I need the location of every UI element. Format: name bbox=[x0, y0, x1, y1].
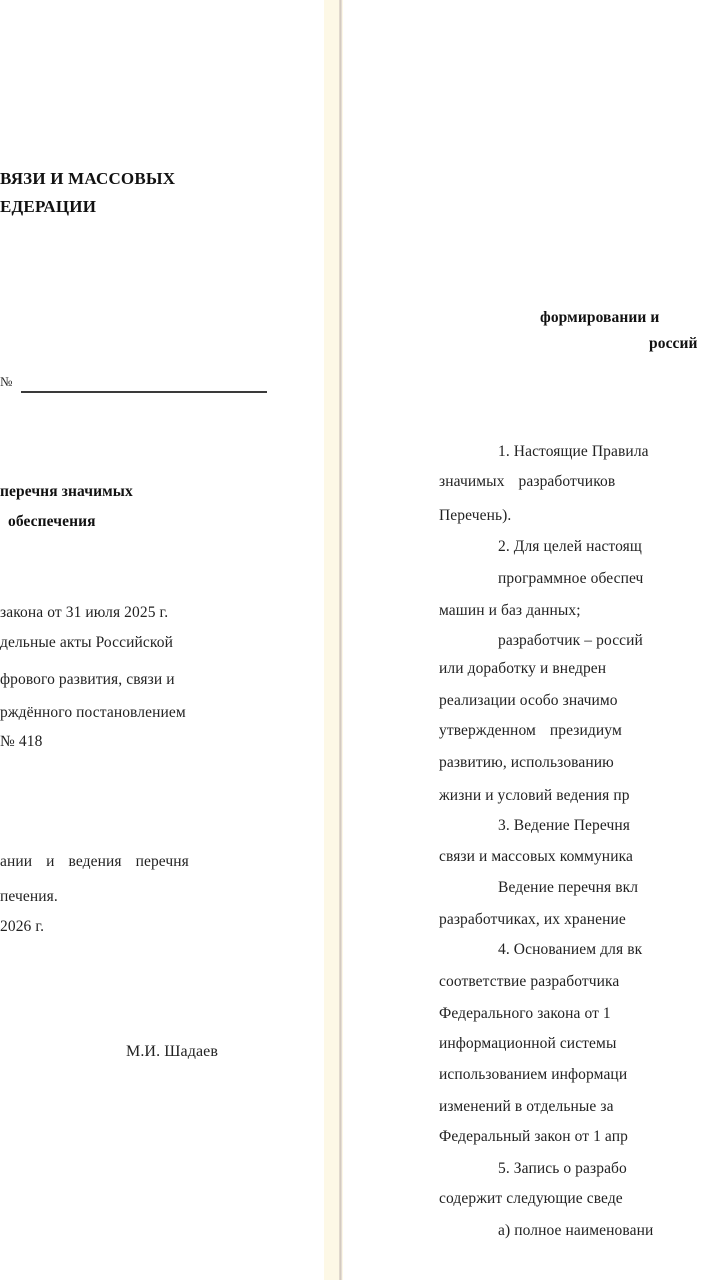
body-line-12: жизни и условий ведения пр bbox=[439, 787, 630, 804]
body-line-6: машин и баз данных; bbox=[439, 602, 581, 619]
body-line-22: изменений в отдельные за bbox=[439, 1098, 614, 1115]
preamble-line-2: дельные акты Российской bbox=[0, 634, 173, 651]
body-line-15: Ведение перечня вкл bbox=[498, 879, 639, 896]
page-edge-divider bbox=[339, 0, 342, 1280]
body-line-26: а) полное наименовани bbox=[498, 1222, 654, 1239]
body-line-21: использованием информаци bbox=[439, 1066, 628, 1083]
preamble-line-4: рждённого постановлением bbox=[0, 704, 186, 721]
body-line-17: 4. Основанием для вк bbox=[498, 941, 643, 958]
body-line-16: разработчиках, их хранение bbox=[439, 911, 626, 928]
rules-title-line-1: формировании и bbox=[540, 309, 660, 326]
body-line-5: программное обеспеч bbox=[498, 570, 644, 587]
body-line-8: или доработку и внедрен bbox=[439, 660, 607, 677]
ministry-header-line-2: ЕДЕРАЦИИ bbox=[0, 197, 97, 216]
order-item-line-3: 2026 г. bbox=[0, 918, 45, 935]
body-line-23: Федеральный закон от 1 апр bbox=[439, 1128, 628, 1145]
body-line-24: 5. Запись о разрабо bbox=[498, 1160, 627, 1177]
document-page-left bbox=[0, 0, 324, 1280]
ministry-header-line-1: ВЯЗИ И МАССОВЫХ bbox=[0, 169, 176, 188]
body-line-25: содержит следующие сведе bbox=[439, 1190, 623, 1207]
preamble-line-1: закона от 31 июля 2025 г. bbox=[0, 604, 169, 621]
body-line-14: связи и массовых коммуника bbox=[439, 848, 633, 865]
document-number-prefix: № bbox=[0, 374, 13, 389]
body-line-2: значимых разработчиков bbox=[439, 473, 616, 490]
body-line-18: соответствие разработчика bbox=[439, 973, 620, 990]
body-line-9: реализации особо значимо bbox=[439, 692, 618, 709]
order-title-line-1: перечня значимых bbox=[0, 483, 133, 500]
preamble-line-5: № 418 bbox=[0, 733, 43, 750]
body-line-20: информационной системы bbox=[439, 1035, 617, 1052]
rules-title-line-2: россий bbox=[649, 335, 698, 352]
body-line-10: утвержденном президиум bbox=[439, 722, 622, 739]
body-line-13: 3. Ведение Перечня bbox=[498, 817, 630, 834]
body-line-1: 1. Настоящие Правила bbox=[498, 443, 649, 460]
body-line-19: Федерального закона от 1 bbox=[439, 1005, 611, 1022]
minister-signature: М.И. Шадаев bbox=[126, 1043, 219, 1060]
preamble-line-3: фрового развития, связи и bbox=[0, 671, 175, 688]
document-number-blank-line bbox=[21, 391, 267, 393]
order-item-line-2: печения. bbox=[0, 888, 58, 905]
body-line-7: разработчик – россий bbox=[498, 632, 643, 649]
document-page-right bbox=[343, 0, 720, 1280]
order-title-line-2: обеспечения bbox=[8, 513, 96, 530]
body-line-4: 2. Для целей настоящ bbox=[498, 538, 642, 555]
body-line-3: Перечень). bbox=[439, 507, 512, 524]
body-line-11: развитию, использованию bbox=[439, 754, 614, 771]
order-item-line-1: ании и ведения перечня bbox=[0, 853, 189, 870]
